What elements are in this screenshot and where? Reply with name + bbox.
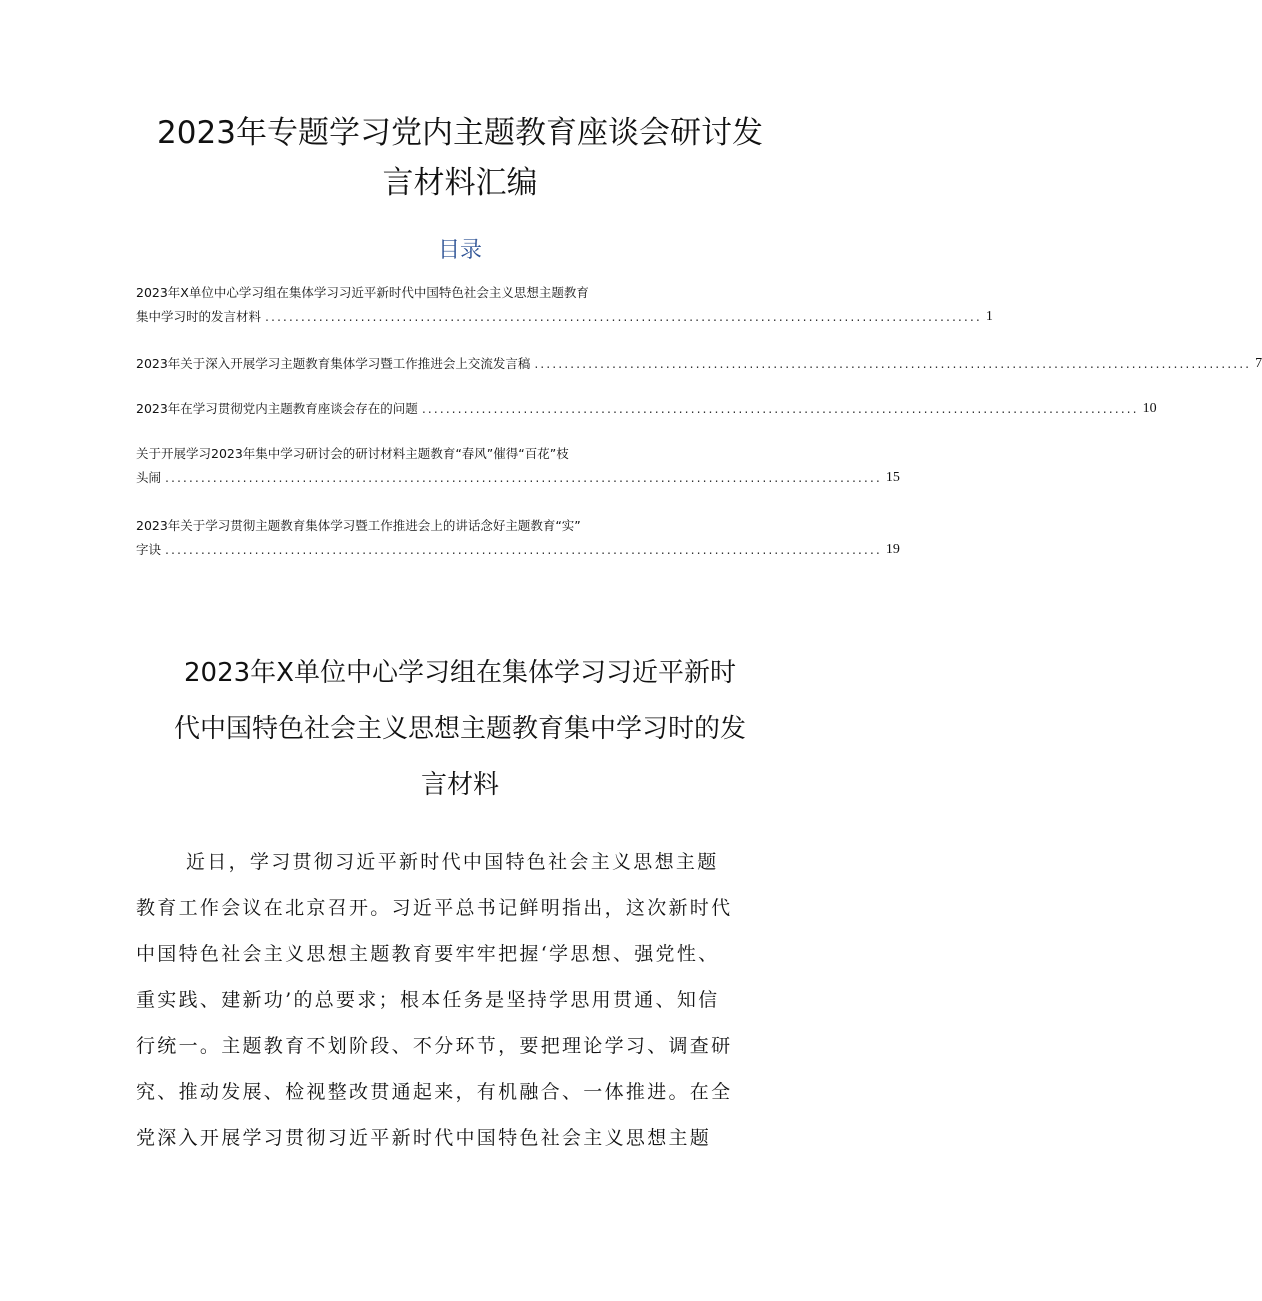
toc-entry[interactable] [136, 397, 1157, 421]
toc-entry[interactable] [136, 281, 993, 329]
toc-entry[interactable] [136, 514, 900, 562]
toc-page-number: 1 [985, 309, 993, 324]
toc-entry-text: 字诀 [136, 542, 162, 557]
document-title [100, 108, 820, 208]
body-line: 重实践、建新功’的总要求；根本任务是坚持学思用贯通、知信 [136, 989, 720, 1011]
toc-entry-text: 集中学习时的发言材料 [136, 309, 262, 324]
body-line: 中国特色社会主义思想主题教育要牢牢把握‘学思想、强党性、 [136, 943, 720, 965]
section-title-line: 言材料 [420, 770, 499, 800]
toc-entry-text: 2023年关于深入开展学习主题教育集体学习暨工作推进会上交流发言稿 [136, 356, 531, 371]
toc-entry-text: 2023年关于学习贯彻主题教育集体学习暨工作推进会上的讲话念好主题教育“实” [136, 518, 581, 533]
toc-entry-text: 2023年X单位中心学习组在集体学习习近平新时代中国特色社会主义思想主题教育 [136, 285, 589, 300]
body-line: 党深入开展学习贯彻习近平新时代中国特色社会主义思想主题 [136, 1127, 712, 1149]
toc-page-number: 7 [1255, 356, 1262, 371]
section-title [100, 645, 820, 813]
toc-page-number: 10 [1142, 401, 1157, 416]
toc-dot-leader: ........................................................................................................................ [421, 401, 1139, 416]
body-line: 究、推动发展、检视整改贯通起来，有机融合、一体推进。在全 [136, 1081, 733, 1103]
section-title-line: 2023年X单位中心学习组在集体学习习近平新时 [184, 658, 736, 688]
toc-heading: 目录 [437, 238, 482, 263]
section-title-line: 代中国特色社会主义思想主题教育集中学习时的发 [173, 714, 746, 744]
toc-dot-leader: ........................................................................................................................ [265, 309, 982, 324]
toc-entry-text: 关于开展学习2023年集中学习研讨会的研讨材料主题教育“春风”催得“百花”枝 [136, 446, 569, 461]
document-title-line: 2023年专题学习党内主题教育座谈会研讨发 [157, 115, 763, 151]
toc-entry[interactable] [136, 442, 900, 490]
toc-dot-leader: ........................................................................................................................ [534, 356, 1252, 371]
document-title-line: 言材料汇编 [382, 165, 538, 201]
body-line: 行统一。主题教育不划阶段、不分环节，要把理论学习、调查研 [136, 1035, 733, 1057]
toc-dot-leader: ........................................................................................................................ [165, 542, 882, 557]
toc-dot-leader: ........................................................................................................................ [165, 470, 882, 485]
body-line: 近日，学习贯彻习近平新时代中国特色社会主义思想主题 [186, 851, 719, 873]
body-paragraph [136, 839, 786, 1161]
toc-entry-text: 2023年在学习贯彻党内主题教育座谈会存在的问题 [136, 401, 418, 416]
toc-page-number: 19 [885, 542, 900, 557]
toc-entry-text: 头闹 [136, 470, 162, 485]
toc-page-number: 15 [885, 470, 900, 485]
body-line: 教育工作会议在北京召开。习近平总书记鲜明指出，这次新时代 [136, 897, 733, 919]
toc-entry[interactable] [136, 352, 1262, 376]
